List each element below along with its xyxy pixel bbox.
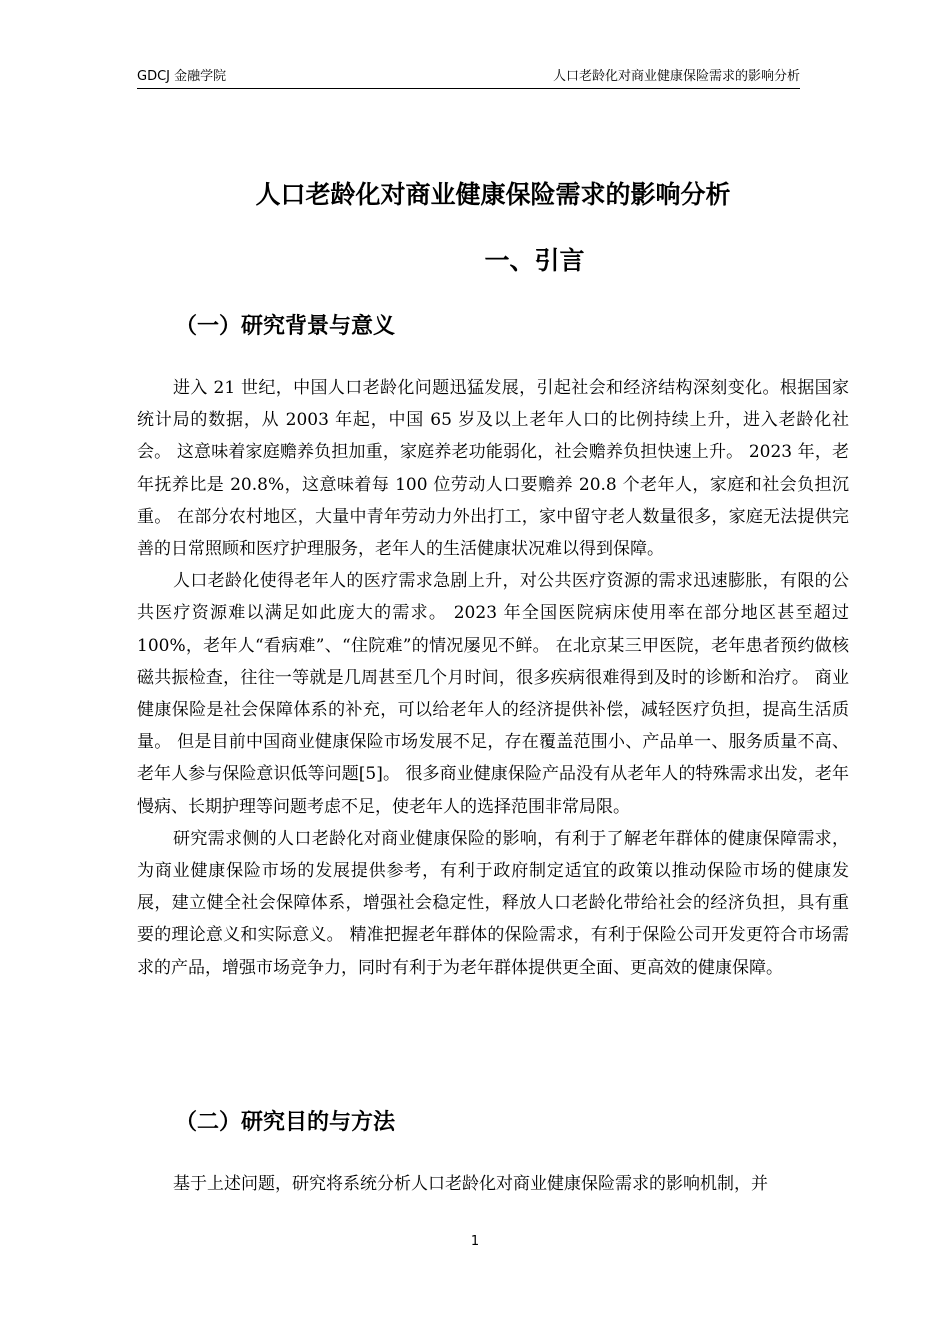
subsection-body-background [137, 372, 849, 984]
header-running-title: 人口老龄化对商业健康保险需求的影响分析 [552, 69, 800, 84]
document-title: 人口老龄化对商业健康保险需求的影响分析 [255, 180, 731, 209]
header-institution: GDCJ 金融学院 [137, 69, 227, 84]
paragraph: 研究需求侧的人口老龄化对商业健康保险的影响，有利于了解老年群体的健康保障需求，为商业健康保险市场的发展提供参考，有利于政府制定适宜的政策以推动保险市场的健康发展，建立健全社会保障体系，增强社会稳定性，释放人口老龄化带给社会的经济负担，具有重要的理论意义和实际意义。 精准把握老年群体的保险需求，有利于保险公司开发更符合市场需求的产品，增强市场竞争力，同时有利于为老年群体提供更全面、更高效的健康保障。 [137, 828, 849, 978]
paragraph: 人口老龄化使得老年人的医疗需求急剧上升，对公共医疗资源的需求迅速膨胀，有限的公共医疗资源难以满足如此庞大的需求。 2023 年全国医院病床使用率在部分地区甚至超过 100%，老年人“看病难”、“住院难”的情况屡见不鲜。 在北京某三甲医院，老年患者预约做核磁共振检查，往往一等就是几周甚至几个月时间，很多疾病很难得到及时的诊断和治疗。 商业健康保险是社会保障体系的补充，可以给老年人的经济提供补偿，减轻医疗负担，提高生活质量。 但是目前中国商业健康保险市场发展不足，存在覆盖范围小、产品单一、服务质量不高、老年人参与保险意识低等问题[5]。 很多商业健康保险产品没有从老年人的特殊需求出发，老年慢病、长期护理等问题考虑不足，使老年人的选择范围非常局限。 [137, 571, 849, 817]
page-header [137, 68, 800, 89]
subsection-title-methods: （二）研究目的与方法 [175, 1110, 396, 1135]
subsection-title-background: （一）研究背景与意义 [175, 314, 396, 339]
paragraph: 进入 21 世纪，中国人口老龄化问题迅猛发展，引起社会和经济结构深刻变化。根据国家统计局的数据，从 2003 年起，中国 65 岁及以上老年人口的比例持续上升，进入老龄化社会。 这意味着家庭赡养负担加重，家庭养老功能弱化，社会赡养负担快速上升。 2023 年，老年抚养比是 20.8%，这意味着每 100 位劳动人口要赡养 20.8 个老年人，家庭和社会负担沉重。 在部分农村地区，大量中青年劳动力外出打工，家中留守老人数量很多，家庭无法提供完善的日常照顾和医疗护理服务，老年人的生活健康状况难以得到保障。 [137, 378, 849, 560]
subsection-body-methods [137, 1168, 849, 1200]
paragraph: 基于上述问题，研究将系统分析人口老龄化对商业健康保险需求的影响机制，并 [173, 1174, 768, 1194]
page-number: 1 [470, 1234, 480, 1249]
section-title: 一、引言 [484, 246, 585, 275]
